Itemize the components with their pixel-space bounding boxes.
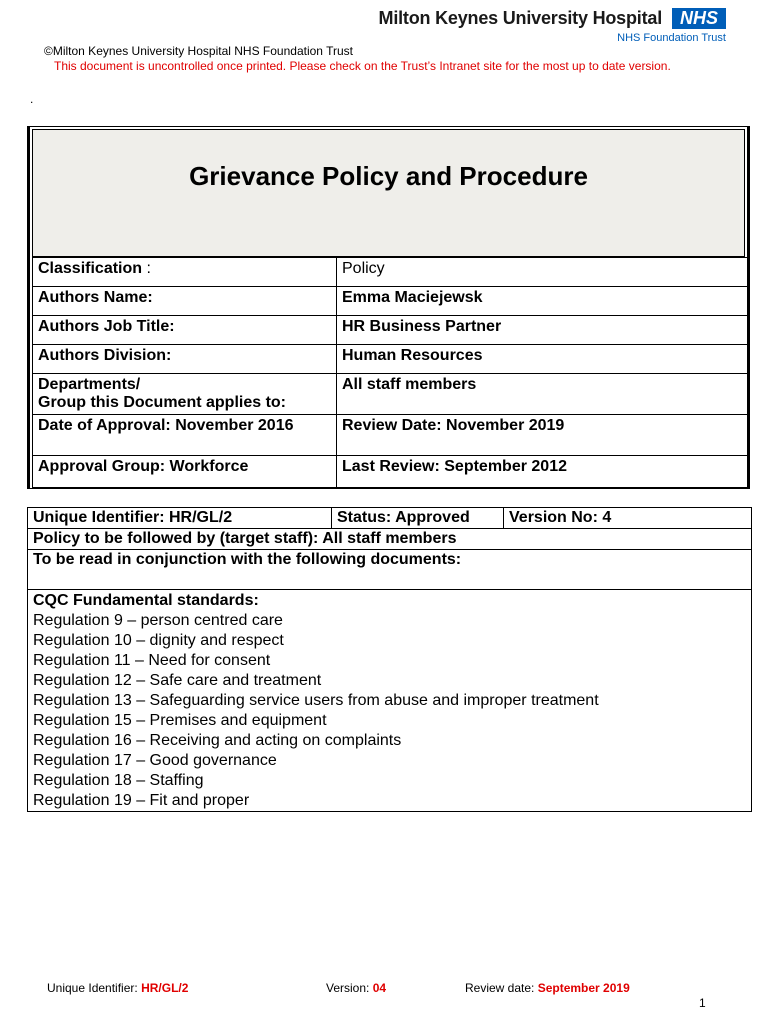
- footer-review-label: Review date:: [465, 981, 538, 995]
- footer-uid-label: Unique Identifier:: [47, 981, 142, 995]
- departments-label-line2: Group this Document applies to:: [38, 394, 287, 411]
- footer-version-label: Version:: [326, 981, 373, 995]
- footer-version-value: 04: [372, 981, 387, 995]
- document-info-box: [27, 126, 750, 489]
- target-staff: Policy to be followed by (target staff): All staff members: [28, 529, 752, 550]
- meta-row-author-division: [33, 345, 749, 374]
- meta-label: Approval Group: Workforce: [33, 456, 337, 488]
- regulation-item: Regulation 10 – dignity and respect: [33, 632, 284, 649]
- regulation-item: Regulation 11 – Need for consent: [33, 652, 271, 669]
- page-title: Grievance Policy and Procedure: [189, 161, 588, 191]
- document-meta-table: [32, 257, 749, 488]
- hospital-logo: [366, 6, 726, 46]
- logo-org-name: Milton Keynes University Hospital: [378, 8, 662, 28]
- footer-review-date: [465, 981, 630, 995]
- logo-trust-name: NHS Foundation Trust: [617, 32, 726, 44]
- classification-colon: :: [142, 260, 151, 277]
- classification-label: Classification: [38, 260, 143, 277]
- nhs-badge: NHS: [672, 8, 726, 29]
- meta-value: Emma Maciejewsk: [337, 287, 749, 316]
- meta-label: Authors Division:: [33, 345, 337, 374]
- unique-identifier: Unique Identifier: HR/GL/2: [28, 508, 332, 529]
- meta-value: Review Date: November 2019: [337, 415, 749, 456]
- read-with-row: [28, 550, 752, 590]
- footer-uid-value: HR/GL/2: [141, 981, 189, 995]
- meta-value: HR Business Partner: [337, 316, 749, 345]
- title-panel: [32, 129, 745, 257]
- regulation-item: Regulation 16 – Receiving and acting on complaints: [33, 732, 402, 749]
- regulation-item: Regulation 12 – Safe care and treatment: [33, 672, 322, 689]
- footer-unique-identifier: [47, 981, 188, 995]
- footer-version: [326, 981, 386, 995]
- regulation-item: Regulation 17 – Good governance: [33, 752, 277, 769]
- departments-label-line1: Departments/: [38, 376, 141, 393]
- meta-value: Policy: [337, 258, 749, 287]
- version-number: Version No: 4: [504, 508, 752, 529]
- regulation-item: Regulation 15 – Premises and equipment: [33, 712, 327, 729]
- meta-label: [33, 374, 337, 415]
- status: Status: Approved: [332, 508, 504, 529]
- meta-row-approval-group: [33, 456, 749, 488]
- target-staff-row: [28, 529, 752, 550]
- meta-row-classification: [33, 258, 749, 287]
- regulation-item: Regulation 18 – Staffing: [33, 772, 204, 789]
- meta-row-departments: [33, 374, 749, 415]
- meta-row-approval-date: [33, 415, 749, 456]
- meta-value: Last Review: September 2012: [337, 456, 749, 488]
- meta-value: Human Resources: [337, 345, 749, 374]
- cqc-title: CQC Fundamental standards:: [33, 592, 259, 609]
- meta-row-author-job-title: [33, 316, 749, 345]
- meta-label: Date of Approval: November 2016: [33, 415, 337, 456]
- regulation-item: Regulation 13 – Safeguarding service users from abuse and improper treatment: [33, 692, 599, 709]
- identifier-table: [27, 507, 752, 812]
- cqc-row: [28, 590, 752, 812]
- meta-value: All staff members: [337, 374, 749, 415]
- read-in-conjunction: To be read in conjunction with the following documents:: [28, 550, 752, 590]
- regulation-item: Regulation 9 – person centred care: [33, 612, 283, 629]
- stray-dot: .: [30, 92, 34, 106]
- identifier-row: [28, 508, 752, 529]
- uncontrolled-notice: This document is uncontrolled once printed. Please check on the Trust’s Intranet site for the most up to date version.: [54, 59, 671, 73]
- page-number: 1: [699, 996, 706, 1010]
- meta-label: Authors Job Title:: [33, 316, 337, 345]
- meta-label: Authors Name:: [33, 287, 337, 316]
- copyright-notice: ©Milton Keynes University Hospital NHS Foundation Trust: [44, 44, 353, 58]
- cqc-standards-cell: [28, 590, 752, 812]
- meta-label: [33, 258, 337, 287]
- meta-row-author-name: [33, 287, 749, 316]
- footer-review-value: September 2019: [537, 981, 630, 995]
- regulation-item: Regulation 19 – Fit and proper: [33, 792, 250, 809]
